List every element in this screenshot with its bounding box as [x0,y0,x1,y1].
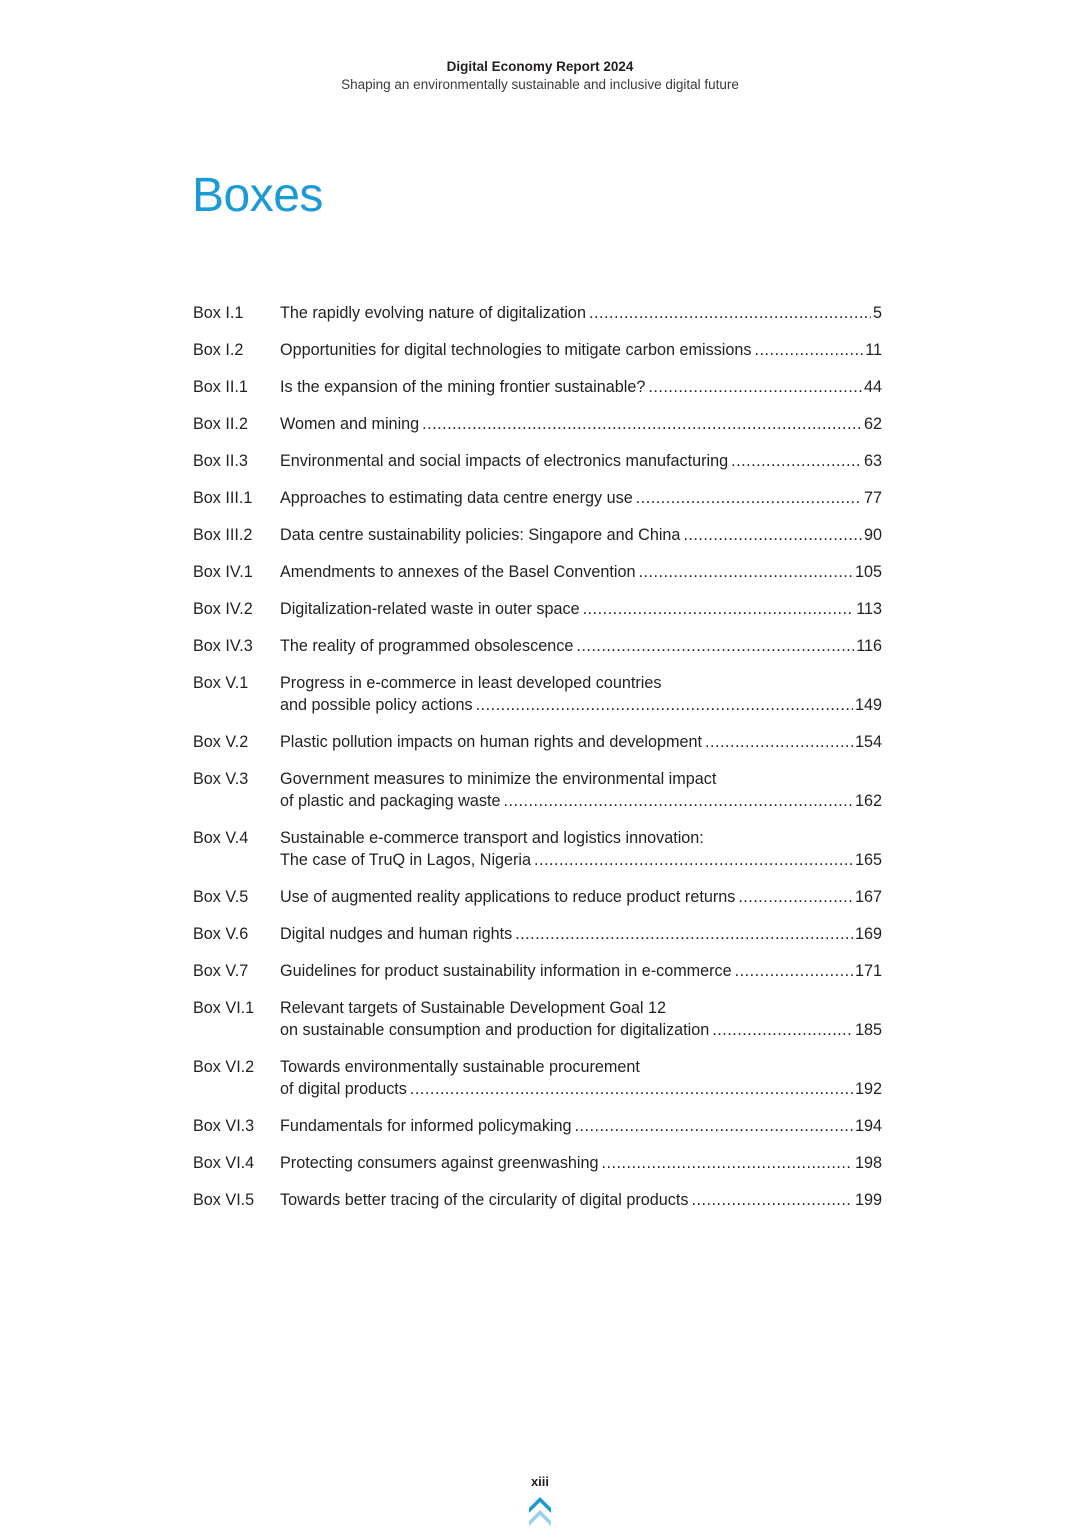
box-title-line: Environmental and social impacts of electronics manufacturing [280,452,729,470]
leader-dots [576,635,854,657]
box-title-line: Approaches to estimating data centre energy use [280,489,633,507]
box-title-line: Towards better tracing of the circularity of digital products [280,1191,689,1209]
box-title-line: Guidelines for product sustainability information in e-commerce [280,962,732,980]
box-entry[interactable] [193,524,882,546]
box-title-line: Amendments to annexes of the Basel Convention [280,563,636,581]
box-title [280,923,882,945]
page-ref[interactable]: 167 [854,888,882,906]
box-label: Box V.5 [193,888,249,906]
box-title-line: Progress in e-commerce in least developed countries [280,674,662,692]
leader-dots [476,694,853,716]
box-title [280,561,882,583]
box-label: Box II.3 [193,452,248,470]
box-entry[interactable] [193,1115,882,1137]
box-title [280,1189,882,1211]
leader-dots [575,1115,853,1137]
box-label: Box II.2 [193,415,248,433]
box-title-line: of plastic and packaging waste [280,792,501,810]
box-label: Box VI.1 [193,999,255,1017]
box-title-line: Government measures to minimize the environmental impact [280,770,717,788]
box-title [280,886,882,908]
box-title-line: Digitalization-related waste in outer space [280,600,580,618]
page-ref[interactable]: 63 [863,452,882,470]
boxes-list [193,302,882,1226]
leader-dots [515,923,853,945]
box-entry[interactable] [193,376,882,398]
box-title-line: The case of TruQ in Lagos, Nigeria [280,851,532,869]
leader-dots [735,960,853,982]
box-entry[interactable] [193,672,882,716]
box-entry[interactable] [193,1152,882,1174]
box-label: Box VI.5 [193,1191,255,1209]
box-entry[interactable] [193,768,882,812]
box-entry[interactable] [193,487,882,509]
box-entry[interactable] [193,997,882,1041]
box-label: Box VI.3 [193,1117,255,1135]
box-label: Box V.1 [193,674,249,692]
leader-dots [712,1019,853,1041]
box-entry[interactable] [193,450,882,472]
box-title-line: of digital products [280,1080,407,1098]
page-ref[interactable]: 154 [854,733,882,751]
box-label: Box I.1 [193,304,244,322]
page-ref[interactable]: 77 [863,489,882,507]
box-entry[interactable] [193,339,882,361]
page-ref[interactable]: 194 [854,1117,882,1135]
leader-dots [755,339,864,361]
running-header [0,58,1080,94]
page-ref[interactable]: 105 [854,563,882,581]
box-entry[interactable] [193,960,882,982]
box-title-line: The rapidly evolving nature of digitalization [280,304,586,322]
page-ref[interactable]: 162 [854,792,882,810]
leader-dots [638,561,853,583]
box-title [280,635,882,657]
box-label: Box IV.3 [193,637,253,655]
page-ref[interactable]: 192 [854,1080,882,1098]
box-title [280,339,882,361]
box-label: Box V.7 [193,962,249,980]
box-label: Box III.2 [193,526,253,544]
box-title-line: Towards environmentally sustainable procurement [280,1058,640,1076]
leader-dots [422,413,862,435]
leader-dots [636,487,862,509]
box-label: Box IV.1 [193,563,253,581]
box-title [280,1056,882,1100]
box-title-line: Sustainable e-commerce transport and logistics innovation: [280,829,704,847]
box-label: Box VI.4 [193,1154,255,1172]
leader-dots [731,450,862,472]
leader-dots [602,1152,853,1174]
box-entry[interactable] [193,302,882,324]
page-ref[interactable]: 62 [863,415,882,433]
box-title [280,487,882,509]
box-entry[interactable] [193,923,882,945]
box-entry[interactable] [193,561,882,583]
page-ref[interactable]: 116 [856,637,882,655]
box-entry[interactable] [193,635,882,657]
leader-dots [648,376,862,398]
box-title [280,413,882,435]
box-title [280,524,882,546]
double-chevron-up-icon[interactable] [527,1494,553,1526]
box-title [280,598,882,620]
page-ref[interactable]: 44 [863,378,882,396]
page-ref[interactable]: 171 [854,962,882,980]
box-title-line: Women and mining [280,415,420,433]
page-ref[interactable]: 199 [854,1191,882,1209]
box-title-line: Is the expansion of the mining frontier sustainable? [280,378,646,396]
box-entry[interactable] [193,598,882,620]
leader-dots [410,1078,853,1100]
leader-dots [583,598,855,620]
box-title [280,997,882,1041]
leader-dots [691,1189,853,1211]
box-entry[interactable] [193,827,882,871]
box-title [280,731,882,753]
page-number: xiii [530,1474,550,1489]
page-ref[interactable]: 5 [872,304,882,322]
box-title-line: Relevant targets of Sustainable Development Goal 12 [280,999,667,1017]
box-label: Box III.1 [193,489,253,507]
box-title [280,376,882,398]
box-title [280,672,882,716]
box-title [280,960,882,982]
box-title [280,302,882,324]
page-ref[interactable]: 185 [854,1021,882,1039]
box-label: Box VI.2 [193,1058,255,1076]
box-label: Box II.1 [193,378,248,396]
box-entry[interactable] [193,886,882,908]
leader-dots [738,886,853,908]
page-ref[interactable]: 198 [854,1154,882,1172]
box-entry[interactable] [193,1056,882,1100]
box-title [280,768,882,812]
leader-dots [589,302,871,324]
page-ref[interactable]: 149 [854,696,882,714]
page-title: Boxes [192,169,323,222]
leader-dots [503,790,853,812]
box-label: Box V.4 [193,829,249,847]
box-label: Box IV.2 [193,600,253,618]
box-label: Box V.3 [193,770,249,788]
page-ref[interactable]: 90 [863,526,882,544]
box-title [280,450,882,472]
box-title-line: Fundamentals for informed policymaking [280,1117,572,1135]
box-entry[interactable] [193,1189,882,1211]
leader-dots [683,524,862,546]
box-title-line: Opportunities for digital technologies to mitigate carbon emissions [280,341,752,359]
page-ref[interactable]: 11 [865,341,882,359]
box-entry[interactable] [193,731,882,753]
box-label: Box V.2 [193,733,249,751]
leader-dots [705,731,853,753]
page-ref[interactable]: 169 [854,925,882,943]
box-title [280,1152,882,1174]
box-title-line: and possible policy actions [280,696,473,714]
report-subtitle: Shaping an environmentally sustainable and inclusive digital future [341,77,739,92]
box-title-line: Use of augmented reality applications to reduce product returns [280,888,736,906]
box-title-line: on sustainable consumption and production for digitalization [280,1021,710,1039]
box-title-line: Digital nudges and human rights [280,925,513,943]
box-title [280,827,882,871]
box-label: Box V.6 [193,925,249,943]
box-title-line: Protecting consumers against greenwashing [280,1154,599,1172]
leader-dots [534,849,853,871]
page-ref[interactable]: 113 [856,600,882,618]
box-title-line: Plastic pollution impacts on human rights and development [280,733,703,751]
box-entry[interactable] [193,413,882,435]
report-title: Digital Economy Report 2024 [446,59,634,74]
box-title [280,1115,882,1137]
box-title-line: The reality of programmed obsolescence [280,637,574,655]
page-ref[interactable]: 165 [854,851,882,869]
box-title-line: Data centre sustainability policies: Singapore and China [280,526,681,544]
box-label: Box I.2 [193,341,244,359]
